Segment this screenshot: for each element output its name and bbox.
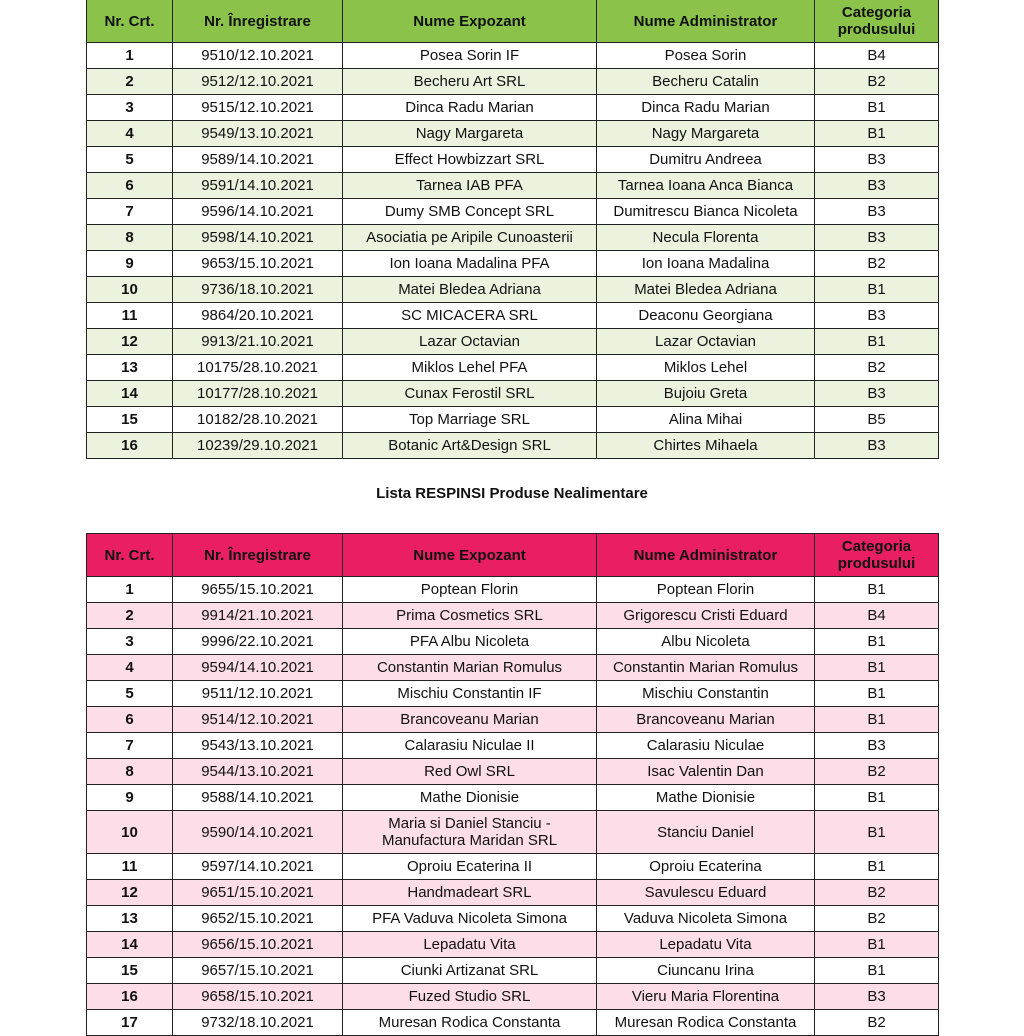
- cell-nume-expozant: Matei Bledea Adriana: [343, 277, 597, 303]
- cell-nr-crt: 14: [87, 932, 173, 958]
- cell-nr-inregistrare: 9658/15.10.2021: [173, 984, 343, 1010]
- cell-nume-expozant: Red Owl SRL: [343, 759, 597, 785]
- cell-nume-expozant: Mischiu Constantin IF: [343, 681, 597, 707]
- cell-nume-administrator: Mischiu Constantin: [597, 681, 815, 707]
- cell-nr-crt: 5: [87, 681, 173, 707]
- cell-nr-inregistrare: 9512/12.10.2021: [173, 69, 343, 95]
- cell-nume-administrator: Dinca Radu Marian: [597, 95, 815, 121]
- cell-nr-inregistrare: 10177/28.10.2021: [173, 381, 343, 407]
- cell-categoria: B2: [815, 880, 939, 906]
- table-row: [87, 629, 939, 655]
- cell-nume-expozant: Poptean Florin: [343, 577, 597, 603]
- table-row: [87, 69, 939, 95]
- table-row: [87, 759, 939, 785]
- cell-nr-crt: 12: [87, 329, 173, 355]
- table-row: [87, 199, 939, 225]
- header-nume-administrator: Nume Administrator: [597, 534, 815, 577]
- table-header-row: [87, 534, 939, 577]
- cell-categoria: B3: [815, 984, 939, 1010]
- cell-nume-administrator: Becheru Catalin: [597, 69, 815, 95]
- cell-nr-crt: 11: [87, 854, 173, 880]
- table-row: [87, 251, 939, 277]
- header-categoria: Categoria produsului: [815, 534, 939, 577]
- table-row: [87, 958, 939, 984]
- cell-categoria: B4: [815, 43, 939, 69]
- cell-nume-administrator: Alina Mihai: [597, 407, 815, 433]
- cell-categoria: B5: [815, 407, 939, 433]
- cell-nr-inregistrare: 9652/15.10.2021: [173, 906, 343, 932]
- cell-nr-crt: 10: [87, 811, 173, 854]
- table-row: [87, 603, 939, 629]
- table-row: [87, 932, 939, 958]
- table-row: [87, 433, 939, 459]
- cell-nume-expozant: Botanic Art&Design SRL: [343, 433, 597, 459]
- cell-nr-inregistrare: 9594/14.10.2021: [173, 655, 343, 681]
- cell-categoria: B3: [815, 381, 939, 407]
- cell-categoria: B3: [815, 433, 939, 459]
- table-row: [87, 785, 939, 811]
- cell-nr-crt: 8: [87, 759, 173, 785]
- cell-nume-expozant: Nagy Margareta: [343, 121, 597, 147]
- cell-nr-crt: 13: [87, 906, 173, 932]
- cell-nr-inregistrare: 9510/12.10.2021: [173, 43, 343, 69]
- cell-nume-expozant: SC MICACERA SRL: [343, 303, 597, 329]
- table-row: [87, 733, 939, 759]
- cell-nume-expozant: Constantin Marian Romulus: [343, 655, 597, 681]
- cell-nume-administrator: Calarasiu Niculae: [597, 733, 815, 759]
- cell-nume-expozant: PFA Vaduva Nicoleta Simona: [343, 906, 597, 932]
- cell-categoria: B1: [815, 854, 939, 880]
- cell-categoria: B1: [815, 121, 939, 147]
- cell-nr-crt: 8: [87, 225, 173, 251]
- cell-nr-inregistrare: 9590/14.10.2021: [173, 811, 343, 854]
- cell-categoria: B1: [815, 655, 939, 681]
- cell-nr-inregistrare: 9589/14.10.2021: [173, 147, 343, 173]
- cell-categoria: B1: [815, 277, 939, 303]
- table-row: [87, 277, 939, 303]
- header-nr-inregistrare: Nr. Înregistrare: [173, 0, 343, 43]
- table-row: [87, 329, 939, 355]
- respinsi-body: [87, 577, 939, 1036]
- cell-nr-crt: 2: [87, 69, 173, 95]
- header-nume-administrator: Nume Administrator: [597, 0, 815, 43]
- cell-nume-expozant: Brancoveanu Marian: [343, 707, 597, 733]
- cell-nume-expozant: Lepadatu Vita: [343, 932, 597, 958]
- cell-nr-inregistrare: 10239/29.10.2021: [173, 433, 343, 459]
- cell-nr-crt: 16: [87, 433, 173, 459]
- cell-categoria: B2: [815, 759, 939, 785]
- cell-nr-crt: 6: [87, 707, 173, 733]
- header-nr-crt: Nr. Crt.: [87, 534, 173, 577]
- cell-categoria: B3: [815, 147, 939, 173]
- cell-nume-administrator: Isac Valentin Dan: [597, 759, 815, 785]
- cell-nr-inregistrare: 9732/18.10.2021: [173, 1010, 343, 1036]
- cell-nume-administrator: Necula Florenta: [597, 225, 815, 251]
- cell-nume-administrator: Ion Ioana Madalina: [597, 251, 815, 277]
- table-row: [87, 407, 939, 433]
- cell-nume-administrator: Dumitrescu Bianca Nicoleta: [597, 199, 815, 225]
- cell-categoria: B3: [815, 173, 939, 199]
- header-nr-inregistrare: Nr. Înregistrare: [173, 534, 343, 577]
- cell-nr-crt: 9: [87, 785, 173, 811]
- cell-nume-administrator: Dumitru Andreea: [597, 147, 815, 173]
- cell-nume-administrator: Matei Bledea Adriana: [597, 277, 815, 303]
- cell-nume-administrator: Vieru Maria Florentina: [597, 984, 815, 1010]
- table-row: [87, 707, 939, 733]
- cell-nr-inregistrare: 9591/14.10.2021: [173, 173, 343, 199]
- header-categoria: Categoria produsului: [815, 0, 939, 43]
- cell-nume-administrator: Ciuncanu Irina: [597, 958, 815, 984]
- cell-categoria: B2: [815, 355, 939, 381]
- cell-categoria: B1: [815, 629, 939, 655]
- cell-nr-crt: 10: [87, 277, 173, 303]
- cell-nume-expozant: Ciunki Artizanat SRL: [343, 958, 597, 984]
- header-nr-crt: Nr. Crt.: [87, 0, 173, 43]
- cell-nr-crt: 11: [87, 303, 173, 329]
- cell-nume-expozant: Top Marriage SRL: [343, 407, 597, 433]
- cell-categoria: B2: [815, 1010, 939, 1036]
- cell-nr-crt: 17: [87, 1010, 173, 1036]
- cell-nume-expozant: Oproiu Ecaterina II: [343, 854, 597, 880]
- cell-nr-crt: 13: [87, 355, 173, 381]
- cell-nume-administrator: Deaconu Georgiana: [597, 303, 815, 329]
- cell-nr-crt: 16: [87, 984, 173, 1010]
- cell-categoria: B1: [815, 785, 939, 811]
- cell-nr-inregistrare: 9996/22.10.2021: [173, 629, 343, 655]
- cell-nume-expozant: Becheru Art SRL: [343, 69, 597, 95]
- cell-nr-crt: 12: [87, 880, 173, 906]
- cell-nume-expozant: Mathe Dionisie: [343, 785, 597, 811]
- cell-nr-crt: 14: [87, 381, 173, 407]
- cell-nume-administrator: Posea Sorin: [597, 43, 815, 69]
- cell-nr-inregistrare: 9653/15.10.2021: [173, 251, 343, 277]
- cell-nume-administrator: Nagy Margareta: [597, 121, 815, 147]
- cell-categoria: B2: [815, 69, 939, 95]
- cell-categoria: B1: [815, 95, 939, 121]
- table-row: [87, 577, 939, 603]
- cell-categoria: B3: [815, 225, 939, 251]
- cell-nume-expozant: Ion Ioana Madalina PFA: [343, 251, 597, 277]
- cell-nume-administrator: Chirtes Mihaela: [597, 433, 815, 459]
- cell-nume-expozant: Cunax Ferostil SRL: [343, 381, 597, 407]
- table-row: [87, 95, 939, 121]
- cell-nume-expozant: Lazar Octavian: [343, 329, 597, 355]
- admisi-body: [87, 43, 939, 459]
- table-row: [87, 984, 939, 1010]
- header-nume-expozant: Nume Expozant: [343, 534, 597, 577]
- cell-categoria: B3: [815, 733, 939, 759]
- table-row: [87, 906, 939, 932]
- cell-nr-inregistrare: 9736/18.10.2021: [173, 277, 343, 303]
- header-nume-expozant: Nume Expozant: [343, 0, 597, 43]
- cell-nr-crt: 1: [87, 43, 173, 69]
- cell-nume-administrator: Lazar Octavian: [597, 329, 815, 355]
- cell-nr-crt: 7: [87, 733, 173, 759]
- cell-nume-expozant: Maria si Daniel Stanciu - Manufactura Maridan SRL: [343, 811, 597, 854]
- table-row: [87, 1010, 939, 1036]
- cell-categoria: B2: [815, 906, 939, 932]
- cell-categoria: B1: [815, 707, 939, 733]
- cell-nume-expozant: PFA Albu Nicoleta: [343, 629, 597, 655]
- table-row: [87, 355, 939, 381]
- cell-nume-administrator: Bujoiu Greta: [597, 381, 815, 407]
- cell-categoria: B1: [815, 329, 939, 355]
- cell-nr-crt: 6: [87, 173, 173, 199]
- cell-nr-inregistrare: 9864/20.10.2021: [173, 303, 343, 329]
- table-row: [87, 225, 939, 251]
- cell-nume-administrator: Constantin Marian Romulus: [597, 655, 815, 681]
- table-row: [87, 381, 939, 407]
- cell-nr-crt: 15: [87, 407, 173, 433]
- cell-nr-inregistrare: 9651/15.10.2021: [173, 880, 343, 906]
- cell-nr-crt: 15: [87, 958, 173, 984]
- cell-categoria: B3: [815, 303, 939, 329]
- cell-nr-inregistrare: 9914/21.10.2021: [173, 603, 343, 629]
- cell-nr-inregistrare: 9549/13.10.2021: [173, 121, 343, 147]
- cell-nr-crt: 3: [87, 95, 173, 121]
- cell-nume-expozant: Prima Cosmetics SRL: [343, 603, 597, 629]
- cell-nr-crt: 1: [87, 577, 173, 603]
- table-row: [87, 854, 939, 880]
- table-row: [87, 303, 939, 329]
- cell-nume-administrator: Miklos Lehel: [597, 355, 815, 381]
- cell-nr-inregistrare: 9656/15.10.2021: [173, 932, 343, 958]
- cell-nr-inregistrare: 9913/21.10.2021: [173, 329, 343, 355]
- cell-nume-administrator: Mathe Dionisie: [597, 785, 815, 811]
- cell-nume-expozant: Calarasiu Niculae II: [343, 733, 597, 759]
- cell-nume-administrator: Albu Nicoleta: [597, 629, 815, 655]
- cell-nume-expozant: Dumy SMB Concept SRL: [343, 199, 597, 225]
- cell-nr-inregistrare: 9588/14.10.2021: [173, 785, 343, 811]
- cell-nr-crt: 4: [87, 655, 173, 681]
- table-row: [87, 173, 939, 199]
- table-row: [87, 121, 939, 147]
- cell-categoria: B2: [815, 251, 939, 277]
- cell-nr-inregistrare: 9514/12.10.2021: [173, 707, 343, 733]
- cell-nr-crt: 9: [87, 251, 173, 277]
- cell-categoria: B1: [815, 932, 939, 958]
- cell-nume-administrator: Stanciu Daniel: [597, 811, 815, 854]
- cell-nume-expozant: Asociatia pe Aripile Cunoasterii: [343, 225, 597, 251]
- cell-nr-inregistrare: 9597/14.10.2021: [173, 854, 343, 880]
- cell-nr-inregistrare: 9657/15.10.2021: [173, 958, 343, 984]
- cell-nume-expozant: Posea Sorin IF: [343, 43, 597, 69]
- table-row: [87, 811, 939, 854]
- table-row: [87, 681, 939, 707]
- rejected-exhibitors-table: [86, 533, 939, 1036]
- cell-nume-administrator: Oproiu Ecaterina: [597, 854, 815, 880]
- cell-categoria: B4: [815, 603, 939, 629]
- table-row: [87, 880, 939, 906]
- cell-nume-administrator: Poptean Florin: [597, 577, 815, 603]
- cell-categoria: B3: [815, 199, 939, 225]
- cell-nr-inregistrare: 9544/13.10.2021: [173, 759, 343, 785]
- cell-nume-expozant: Effect Howbizzart SRL: [343, 147, 597, 173]
- cell-categoria: B1: [815, 681, 939, 707]
- cell-nume-administrator: Savulescu Eduard: [597, 880, 815, 906]
- table-row: [87, 655, 939, 681]
- cell-nr-crt: 4: [87, 121, 173, 147]
- respinsi-section-title: Lista RESPINSI Produse Nealimentare: [376, 485, 648, 502]
- admitted-exhibitors-table: [86, 0, 939, 459]
- cell-nr-inregistrare: 10182/28.10.2021: [173, 407, 343, 433]
- cell-nume-administrator: Tarnea Ioana Anca Bianca: [597, 173, 815, 199]
- cell-nr-inregistrare: 9596/14.10.2021: [173, 199, 343, 225]
- cell-nume-administrator: Muresan Rodica Constanta: [597, 1010, 815, 1036]
- cell-nr-crt: 3: [87, 629, 173, 655]
- cell-nume-expozant: Fuzed Studio SRL: [343, 984, 597, 1010]
- cell-nr-crt: 5: [87, 147, 173, 173]
- cell-nume-expozant: Muresan Rodica Constanta: [343, 1010, 597, 1036]
- cell-nr-crt: 7: [87, 199, 173, 225]
- cell-nume-administrator: Grigorescu Cristi Eduard: [597, 603, 815, 629]
- cell-nr-inregistrare: 10175/28.10.2021: [173, 355, 343, 381]
- table-row: [87, 43, 939, 69]
- cell-categoria: B1: [815, 811, 939, 854]
- cell-categoria: B1: [815, 958, 939, 984]
- cell-nume-administrator: Vaduva Nicoleta Simona: [597, 906, 815, 932]
- table-header-row: [87, 0, 939, 43]
- cell-categoria: B1: [815, 577, 939, 603]
- cell-nr-inregistrare: 9515/12.10.2021: [173, 95, 343, 121]
- cell-nr-inregistrare: 9598/14.10.2021: [173, 225, 343, 251]
- cell-nr-crt: 2: [87, 603, 173, 629]
- cell-nume-administrator: Lepadatu Vita: [597, 932, 815, 958]
- cell-nume-expozant: Miklos Lehel PFA: [343, 355, 597, 381]
- cell-nr-inregistrare: 9655/15.10.2021: [173, 577, 343, 603]
- cell-nume-expozant: Handmadeart SRL: [343, 880, 597, 906]
- cell-nr-inregistrare: 9543/13.10.2021: [173, 733, 343, 759]
- cell-nume-administrator: Brancoveanu Marian: [597, 707, 815, 733]
- cell-nume-expozant: Tarnea IAB PFA: [343, 173, 597, 199]
- cell-nr-inregistrare: 9511/12.10.2021: [173, 681, 343, 707]
- cell-nume-expozant: Dinca Radu Marian: [343, 95, 597, 121]
- table-row: [87, 147, 939, 173]
